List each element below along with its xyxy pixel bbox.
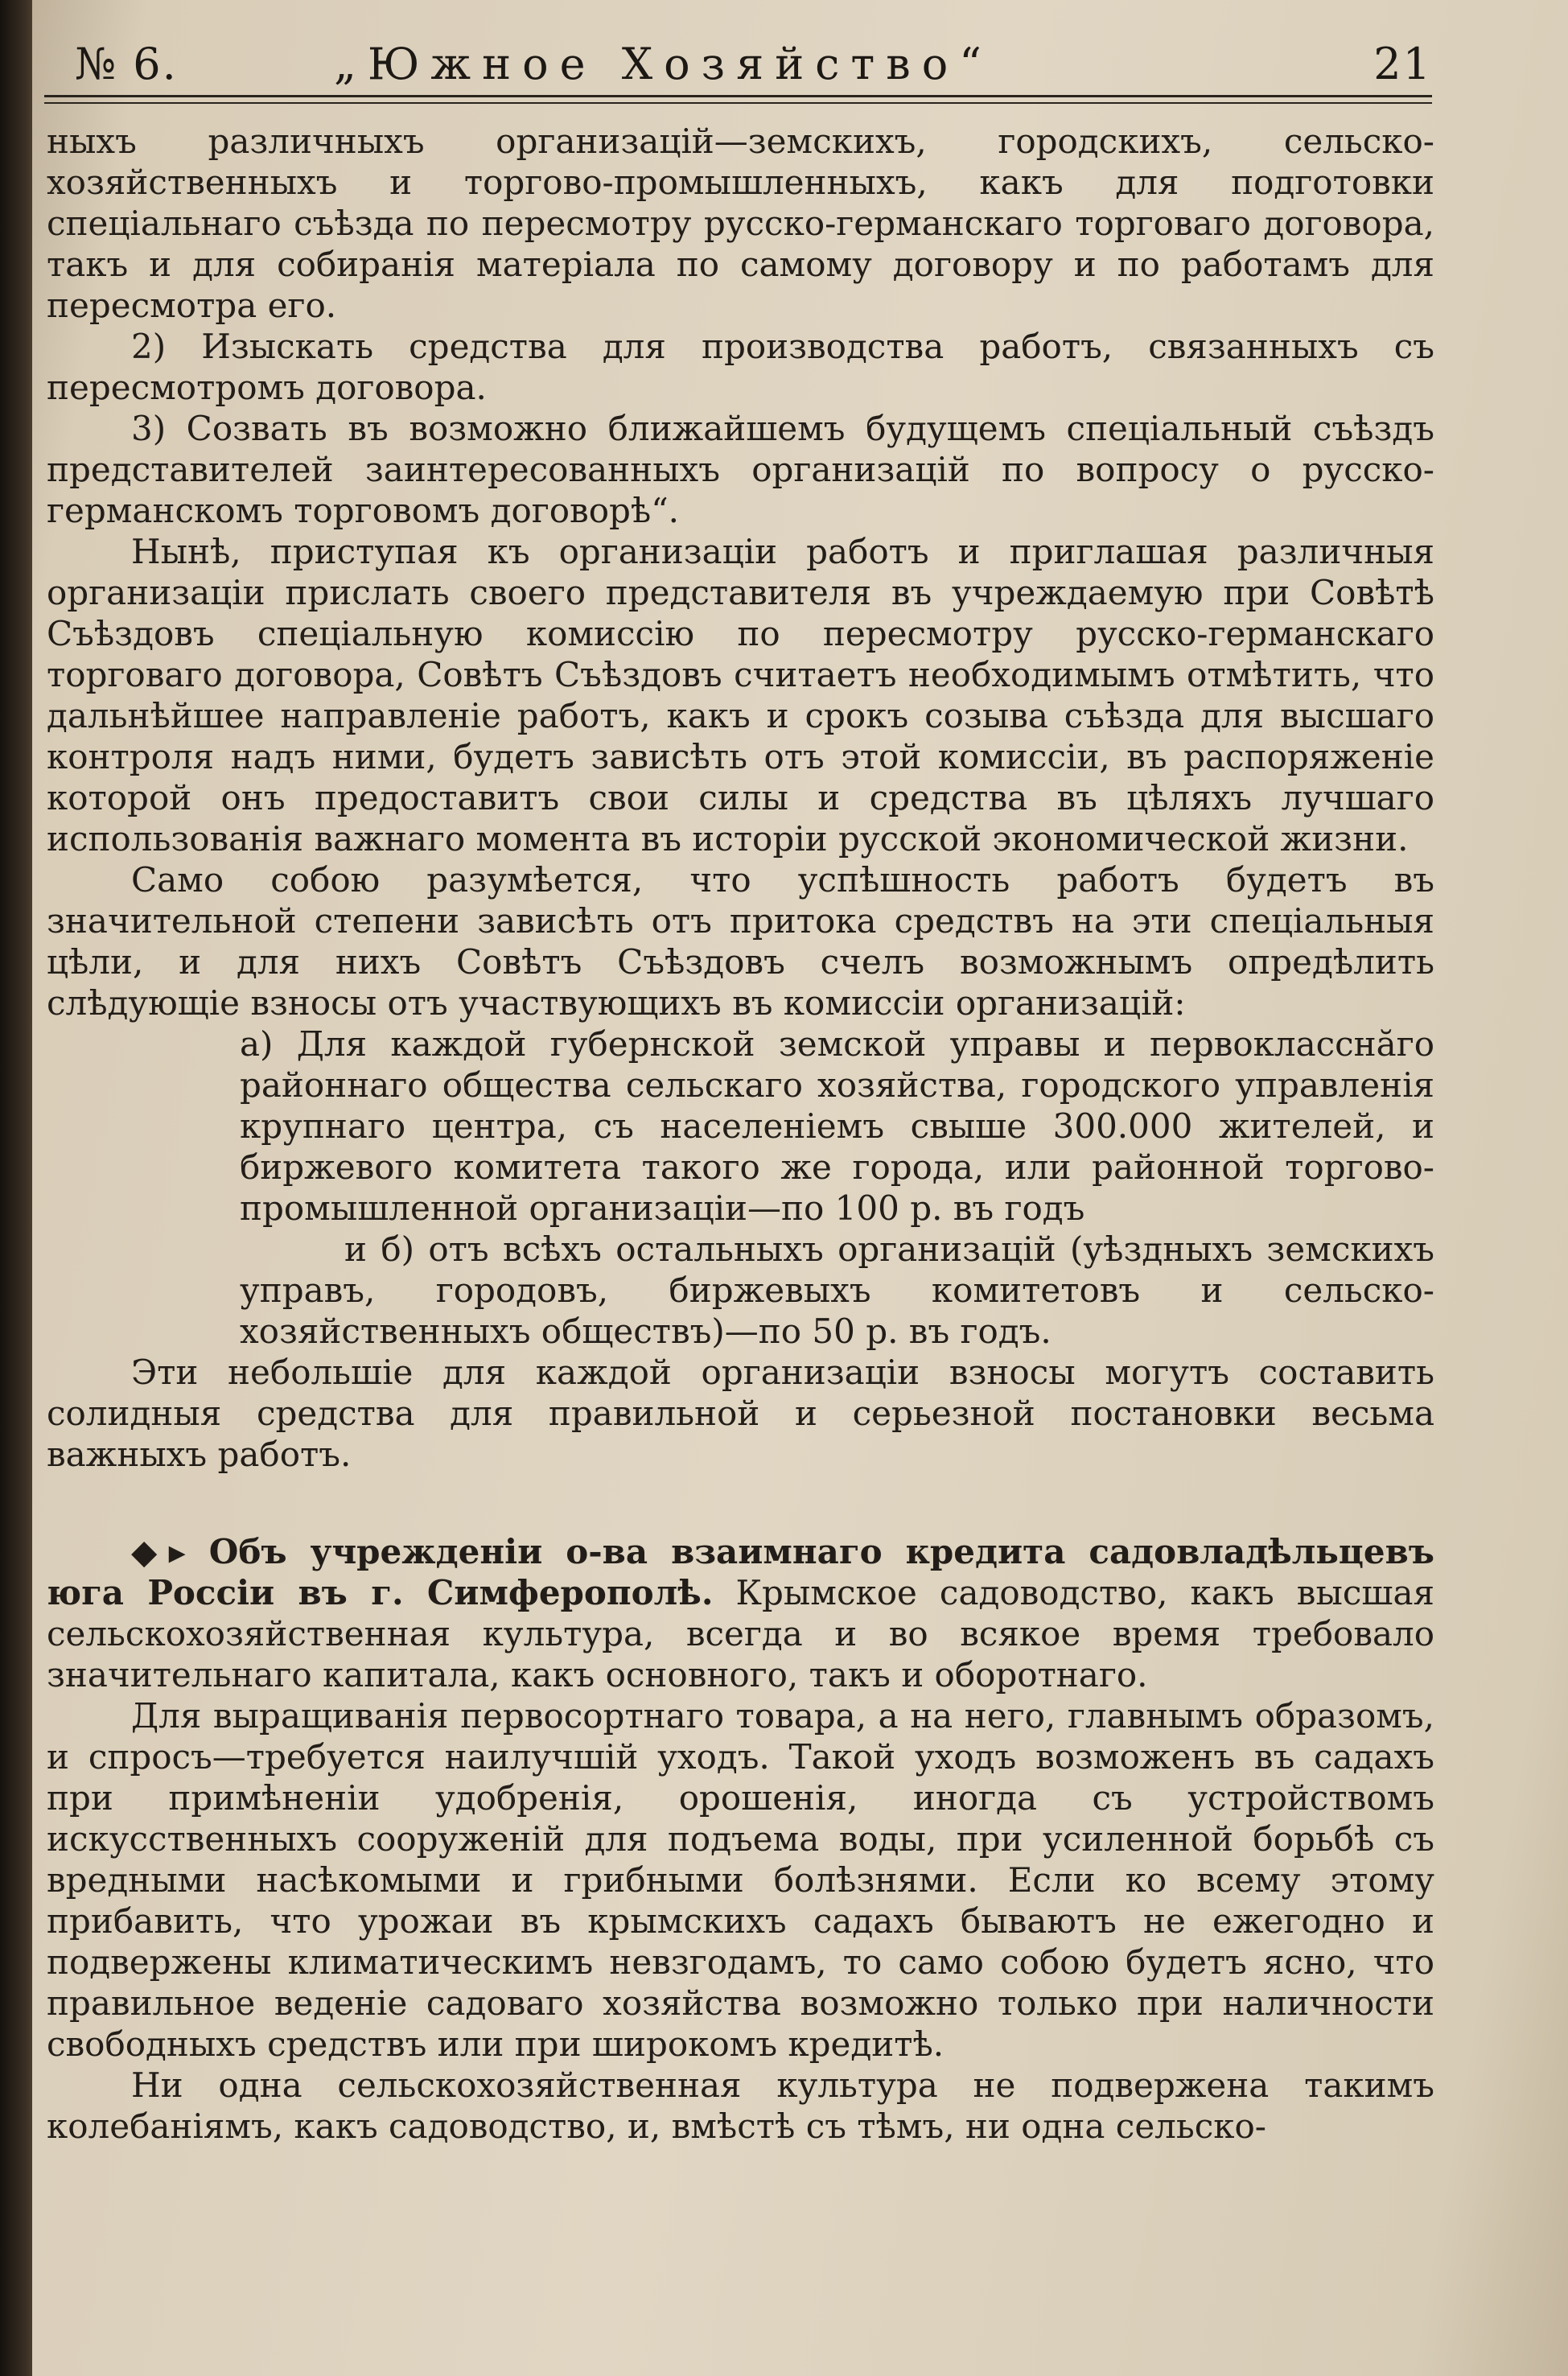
article-first-text: Крымское садоводство, какъ высшая сельскохозяйственная культура, всегда и во всякое время требовало значительнаго капитала, какъ основного, такъ и оборотнаго. bbox=[47, 1573, 1434, 1694]
page-number: 21 bbox=[1373, 39, 1432, 89]
page-header bbox=[44, 34, 1432, 98]
fee-item-a: а) Для каждой губернской земской управы и первокласснӑго районнаго общества сельскаго хозяйства, городского управленія крупнаго центра, съ населеніемъ свыше 300.000 жителей, и биржевого комитета такого же города, или районной торгово-промышленной организаціи—по 100 р. въ годъ bbox=[240, 1024, 1434, 1228]
header-rule bbox=[44, 95, 1432, 97]
paragraph-point-3: 3) Созвать въ возможно ближайшемъ будущемъ спеціальный съѣздъ представителей заинтересованныхъ организацій по вопросу о русско-германскомъ торговомъ договорѣ“. bbox=[47, 409, 1434, 530]
paragraph-conclusion: Эти небольшіе для каждой организаціи взносы могутъ составить солидныя средства для правильной и серьезной постановки весьма важныхъ работъ. bbox=[47, 1353, 1434, 1474]
article-opening bbox=[47, 1531, 1434, 1695]
article-heading: ◆▸ Объ учрежденіи о-ва взаимнаго кредита садовладѣльцевъ юга Россіи въ г. Симферополѣ. bbox=[47, 1532, 1434, 1612]
paragraph-gardening-care: Для выращиванія первосортнаго товара, а на него, главнымъ образомъ, и спросъ—требуется наилучшій уходъ. Такой уходъ возможенъ въ садахъ при примѣненіи удобренія, орошенія, иногда съ устройствомъ искусственныхъ сооруженій для подъема воды, при усиленной борьбѣ съ вредными насѣкомыми и грибными болѣзнями. Если ко всему этому прибавить, что урожаи въ крымскихъ садахъ бываютъ не ежегодно и подвержены климатическимъ невзгодамъ, то само собою будетъ ясно, что правильное веденіе садоваго хозяйства возможно только при наличности свободныхъ средствъ или при широкомъ кредитѣ. bbox=[47, 1696, 1434, 2064]
paragraph-point-2: 2) Изыскать средства для производства работъ, связанныхъ съ пересмотромъ договора. bbox=[47, 327, 1434, 407]
header-rule-second bbox=[44, 102, 1432, 104]
page-body bbox=[47, 121, 1434, 2147]
paragraph-continuation: ныхъ различныхъ организацій—земскихъ, городскихъ, сельско-хозяйственныхъ и торгово-промышленныхъ, какъ для подготовки спеціальнаго съѣзда по пересмотру русско-германскаго торговаго договора, такъ и для собиранія матеріала по самому договору и по работамъ для пересмотра его. bbox=[47, 121, 1434, 325]
section-gap bbox=[47, 1475, 1434, 1531]
fee-item-b: и б) отъ всѣхъ остальныхъ организацій (уѣздныхъ земскихъ управъ, городовъ, биржевыхъ комитетовъ и сельско-хозяйственныхъ обществъ)—по 50 р. въ годъ. bbox=[240, 1229, 1434, 1351]
paragraph-gardening-fluctuation: Ни одна сельскохозяйственная культура не подвержена такимъ колебаніямъ, какъ садоводство, и, вмѣстѣ съ тѣмъ, ни одна сельско- bbox=[47, 2065, 1434, 2146]
issue-number: № 6. bbox=[75, 39, 178, 89]
paragraph-commission: Нынѣ, приступая къ организаціи работъ и приглашая различныя организаціи прислать своего представителя въ учреждаемую при Совѣтѣ Съѣздовъ спеціальную комиссію по пересмотру русско-германскаго торговаго договора, Совѣтъ Съѣздовъ считаетъ необходимымъ отмѣтить, что дальнѣйшее направленіе работъ, какъ и срокъ созыва съѣзда для высшаго контроля надъ ними, будетъ зависѣть отъ этой комиссіи, въ распоряженіе которой онъ предоставитъ свои силы и средства въ цѣляхъ лучшаго использованія важнаго момента въ исторіи русской экономической жизни. bbox=[47, 532, 1434, 859]
journal-title: „Южное Хозяйство“ bbox=[334, 39, 993, 89]
paragraph-funding: Само собою разумѣется, что успѣшность работъ будетъ въ значительной степени зависѣть отъ притока средствъ на эти спеціальныя цѣли, и для нихъ Совѣтъ Съѣздовъ счелъ возможнымъ опредѣлить слѣдующіе взносы отъ участвующихъ въ комиссіи организацій: bbox=[47, 860, 1434, 1023]
